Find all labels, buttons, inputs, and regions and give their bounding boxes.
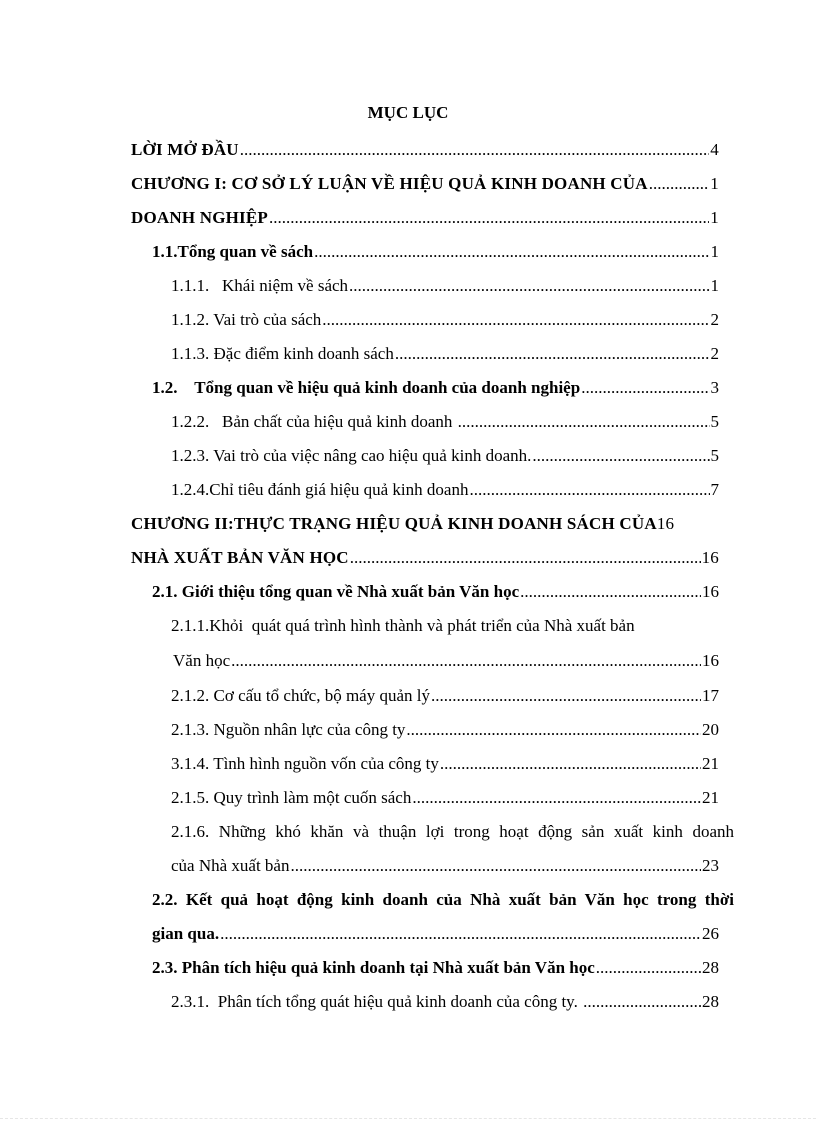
toc-entry[interactable] [171,787,719,809]
toc-leader [322,309,709,331]
toc-entry[interactable] [171,343,719,365]
toc-entry-page: 5 [710,446,719,465]
toc-entry-page: 1 [710,276,719,295]
toc-entry[interactable] [131,173,719,195]
toc-entry-text: 3.1.4. Tình hình nguồn vốn của công ty [171,754,439,773]
toc-entry-page: 7 [710,480,719,499]
toc-entry[interactable] [152,377,719,399]
toc-leader [583,991,701,1013]
toc-leader [220,923,701,945]
toc-entry[interactable] [171,719,719,741]
toc-entry-text: CHƯƠNG II:THỰC TRẠNG HIỆU QUẢ KINH DOANH SÁCH CỦA [131,514,657,533]
toc-entry[interactable] [171,615,719,637]
toc-entry-page: 16 [656,514,675,533]
toc-entry-text: NHÀ XUẤT BẢN VĂN HỌC [131,548,349,567]
toc-entry-text: 1.1.1. Khái niệm về sách [171,276,349,295]
toc-entry-page: 2 [710,310,719,329]
toc-leader [469,479,709,501]
toc-entry-page: 3 [710,378,719,397]
toc-leader [314,241,709,263]
toc-entry-page: 21 [702,754,719,773]
toc-entry-page: 16 [701,548,719,567]
toc-entry[interactable] [152,241,719,263]
toc-entry-text: 1.1.3. Đặc điểm kinh doanh sách [171,344,394,363]
toc-entry-text: 1.2.4.Chỉ tiêu đánh giá hiệu quả kinh doanh [171,480,469,499]
toc-entry-page: 21 [702,788,719,807]
toc-entry-page: 2 [710,344,719,363]
toc-entry-text: 2.3. Phân tích hiệu quả kinh doanh tại Nhà xuất bản Văn học [152,958,595,977]
toc-leader [581,377,709,399]
toc-leader [440,753,701,775]
toc-entry-text: gian qua. [152,924,220,943]
toc-leader [458,411,710,433]
toc-entry-text: của Nhà xuất bản [171,856,290,875]
toc-entry-text: 2.3.1. Phân tích tổng quát hiệu quả kinh doanh của công ty. [171,992,583,1011]
toc-entry-text: CHƯƠNG I: CƠ SỞ LÝ LUẬN VỀ HIỆU QUẢ KINH DOANH CỦA [131,174,648,193]
toc-leader [431,685,701,707]
toc-entry[interactable] [131,547,719,569]
toc-entry-text: 1.2. Tổng quan về hiệu quả kinh doanh của doanh nghiệp [152,378,581,397]
toc-entry-text: 1.2.2. Bản chất của hiệu quả kinh doanh [171,412,457,431]
toc-entry-page: 4 [710,140,719,159]
toc-entry-page: 26 [702,924,719,943]
toc-entry[interactable] [152,923,719,945]
toc-leader [290,855,701,877]
toc-entry[interactable] [171,753,719,775]
toc-entry-text: 2.1.5. Quy trình làm một cuốn sách [171,788,412,807]
toc-entry[interactable] [171,479,719,501]
toc-leader [596,957,701,979]
toc-entry[interactable] [152,581,719,603]
toc-entry[interactable] [171,821,734,843]
toc-entry-text: 2.1.3. Nguồn nhân lực của công ty [171,720,406,739]
toc-leader [269,207,709,229]
toc-leader [395,343,710,365]
toc-entry[interactable] [171,991,719,1013]
toc-entry-page: 16 [702,582,719,601]
toc-entry-text: Văn học [173,651,231,670]
toc-entry-text: 1.1.Tổng quan về sách [152,242,314,261]
toc-entry-text: 2.2. Kết quả hoạt động kinh doanh của Nhà xuất bản Văn học trong thời [152,890,734,909]
toc-leader [240,139,710,161]
toc-entry[interactable] [171,445,719,467]
toc-entry[interactable] [152,889,734,911]
toc-entry-text: 2.1. Giới thiệu tổng quan về Nhà xuất bản Văn học [152,582,520,601]
toc-leader [406,719,701,741]
toc-entry-page: 23 [702,856,719,875]
toc-leader [520,581,701,603]
toc-leader [532,445,709,467]
toc-leader [412,787,701,809]
toc-entry[interactable] [131,513,719,535]
toc-entry-text: 2.1.2. Cơ cấu tổ chức, bộ máy quản lý [171,686,430,705]
toc-entry[interactable] [152,957,719,979]
toc-entry-text: 1.1.2. Vai trò của sách [171,310,322,329]
toc-entry-page: 1 [710,174,719,193]
toc-entry-text: 1.2.3. Vai trò của việc nâng cao hiệu quả kinh doanh. [171,446,532,465]
toc-entry[interactable] [171,411,719,433]
toc-entry-page: 5 [710,412,719,431]
toc-entry-page: 28 [702,958,719,977]
toc-entry[interactable] [131,207,719,229]
toc-leader [350,547,701,569]
toc-entry-text: DOANH NGHIỆP [131,208,268,227]
toc-entry-text: 2.1.6. Những khó khăn và thuận lợi trong hoạt động sản xuất kinh doanh [171,822,734,841]
toc-entry[interactable] [173,650,719,672]
toc-entry-page: 28 [702,992,719,1011]
toc-entry-text: LỜI MỞ ĐẦU [131,140,239,159]
toc-entry-page: 20 [702,720,719,739]
toc-leader [231,650,701,672]
toc-entry[interactable] [171,309,719,331]
toc-leader [649,173,710,195]
toc-leader [349,275,709,297]
toc-title: MỤC LỤC [367,103,449,122]
toc-entry[interactable] [171,685,719,707]
toc-entry-page: 1 [710,208,719,227]
toc-entry[interactable] [131,139,719,161]
toc-entry[interactable] [171,855,719,877]
toc-entry[interactable] [171,275,719,297]
toc-entry-text: 2.1.1.Khỏi quát quá trình hình thành và phát triển của Nhà xuất bản [171,616,635,635]
toc-entry-page: 1 [710,242,719,261]
toc-entry-page: 17 [702,686,719,705]
toc-entry-page: 16 [702,651,719,670]
page-bottom-divider [0,1118,816,1119]
